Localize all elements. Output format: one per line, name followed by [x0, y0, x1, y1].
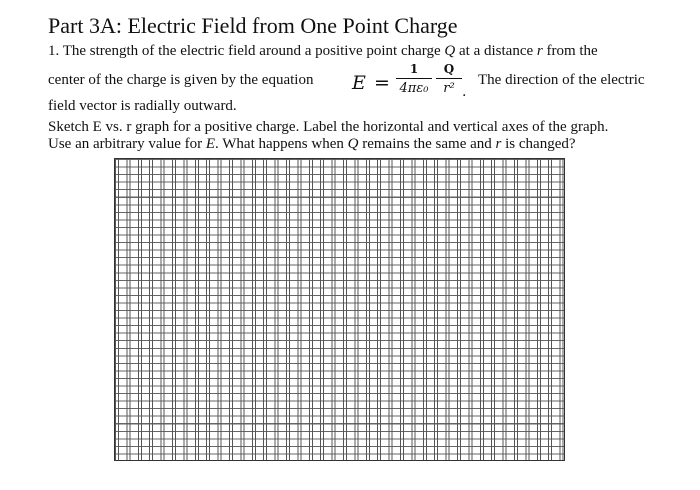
fraction-denominator: r² [443, 81, 455, 96]
text-run: Use an arbitrary value for [48, 136, 206, 152]
equation-lhs: E [352, 72, 366, 94]
variable-e: E [205, 136, 216, 152]
fraction-numerator: Q [443, 62, 455, 76]
fraction-denominator: 4πε₀ [399, 81, 429, 96]
electric-field-equation [352, 62, 470, 102]
text-run: from the [542, 43, 598, 59]
variable-r: r [536, 43, 543, 59]
fraction-bar [396, 78, 432, 79]
page-title: Part 3A: Electric Field from One Point Charge [48, 13, 458, 38]
text-run: at a distance [455, 43, 537, 59]
text-run: . What happens when [215, 136, 348, 152]
instruction-line-1: Sketch E vs. r graph for a positive charge. Label the horizontal and vertical axes of the graph. [48, 119, 609, 135]
problem-text-line-2-right: The direction of the electric [478, 72, 645, 88]
variable-r: r [495, 136, 502, 152]
equation-period: . [462, 84, 467, 100]
graph-paper-grid[interactable] [114, 158, 565, 461]
fraction-numerator: 1 [409, 62, 419, 76]
text-run: 1. The strength of the electric field around a positive point charge [48, 43, 445, 59]
text-run: remains the same and [358, 136, 496, 152]
fraction-charge-over-r2 [436, 62, 462, 97]
variable-q: Q [444, 43, 456, 59]
instruction-line-2 [48, 135, 576, 153]
variable-q: Q [347, 136, 359, 152]
equals-sign: = [374, 72, 390, 94]
problem-text-line-1 [48, 42, 598, 60]
problem-text-line-2-left: center of the charge is given by the equation [48, 72, 314, 88]
text-run: is changed? [501, 136, 576, 152]
fraction-constant [396, 62, 432, 97]
problem-text-line-3: field vector is radially outward. [48, 98, 237, 114]
fraction-bar [436, 78, 462, 79]
